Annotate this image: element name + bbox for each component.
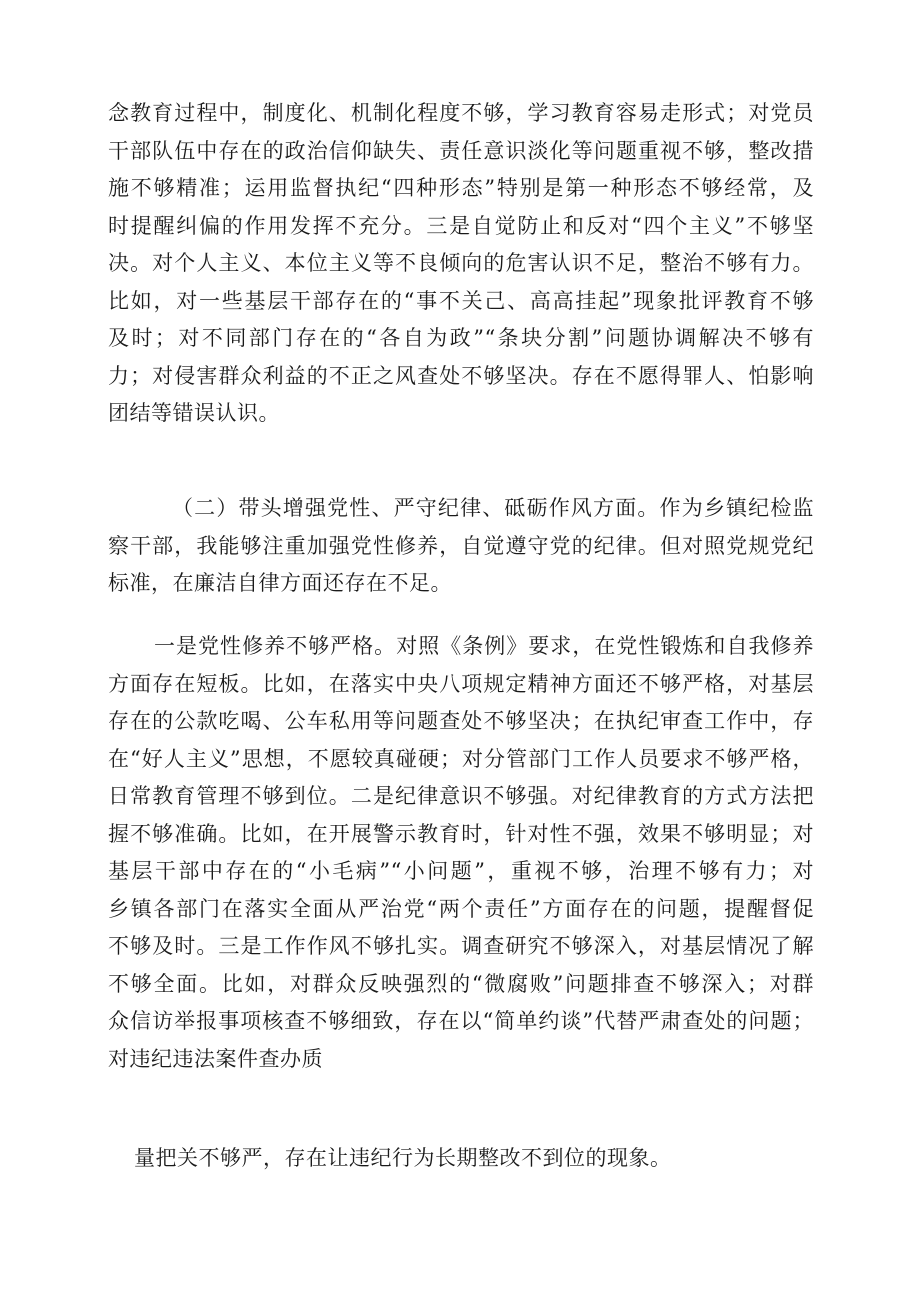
- text-line: 量把关不够严，存在让违纪行为长期整改不到位的现象。: [134, 1146, 672, 1170]
- text-line: 时提醒纠偏的作用发挥不充分。三是自觉防止和反对“四个主义”不够坚: [108, 213, 814, 238]
- paragraph-closing: [108, 1140, 814, 1178]
- text-line: 对违纪违法案件查办质: [108, 1046, 323, 1071]
- text-line: 力；对侵害群众利益的不正之风查处不够坚决。存在不愿得罪人、怕影响: [108, 363, 814, 388]
- text-line: 比如，对一些基层干部存在的“事不关己、高高挂起”现象批评教育不够: [108, 288, 814, 313]
- text-line: 一是党性修养不够严格。对照《条例》要求，在党性锻炼和自我修养: [154, 634, 814, 658]
- text-line: 及时；对不同部门存在的“各自为政”“条块分割”问题协调解决不够有: [108, 326, 814, 350]
- text-line: 标准，在廉洁自律方面还存在不足。: [108, 571, 452, 595]
- text-line: 决。对个人主义、本位主义等不良倾向的危害认识不足，整治不够有力。: [108, 251, 814, 275]
- text-line: 不够全面。比如，对群众反映强烈的“微腐败”问题排查不够深入；对群: [108, 971, 814, 996]
- section-heading-line: （二）带头增强党性、严守纪律、砥砺作风方面。作为乡镇纪检监: [172, 496, 814, 520]
- text-line: 施不够精准；运用监督执纪“四种形态”特别是第一种形态不够经常，及: [108, 176, 814, 200]
- paragraph-continuation: [108, 95, 814, 433]
- text-line: 日常教育管理不够到位。二是纪律意识不够强。对纪律教育的方式方法把: [108, 784, 814, 808]
- text-line: 干部队伍中存在的政治信仰缺失、责任意识淡化等问题重视不够，整改措: [108, 138, 814, 163]
- text-line: 在“好人主义”思想，不愿较真碰硬；对分管部门工作人员要求不够严格，: [108, 746, 814, 771]
- text-line: 众信访举报事项核查不够细致，存在以“简单约谈”代替严肃查处的问题；: [108, 1009, 814, 1033]
- text-line: 不够及时。三是工作作风不够扎实。调查研究不够深入，对基层情况了解: [108, 934, 814, 958]
- text-line: 团结等错误认识。: [108, 401, 280, 425]
- text-line: 乡镇各部门在落实全面从严治党“两个责任”方面存在的问题，提醒督促: [108, 896, 814, 921]
- text-line: 察干部，我能够注重加强党性修养，自觉遵守党的纪律。但对照党规党纪: [108, 533, 814, 558]
- text-line: 握不够准确。比如，在开展警示教育时，针对性不强，效果不够明显；对: [108, 821, 814, 846]
- text-line: 方面存在短板。比如，在落实中央八项规定精神方面还不够严格，对基层: [108, 671, 814, 696]
- text-line: 念教育过程中，制度化、机制化程度不够，学习教育容易走形式；对党员: [108, 101, 814, 125]
- text-line: 基层干部中存在的“小毛病”“小问题”，重视不够，治理不够有力；对: [108, 859, 814, 883]
- text-line: 存在的公款吃喝、公车私用等问题查处不够坚决；在执纪审查工作中，存: [108, 709, 814, 733]
- paragraph-details: [108, 628, 814, 1078]
- paragraph-section-two: [108, 490, 814, 603]
